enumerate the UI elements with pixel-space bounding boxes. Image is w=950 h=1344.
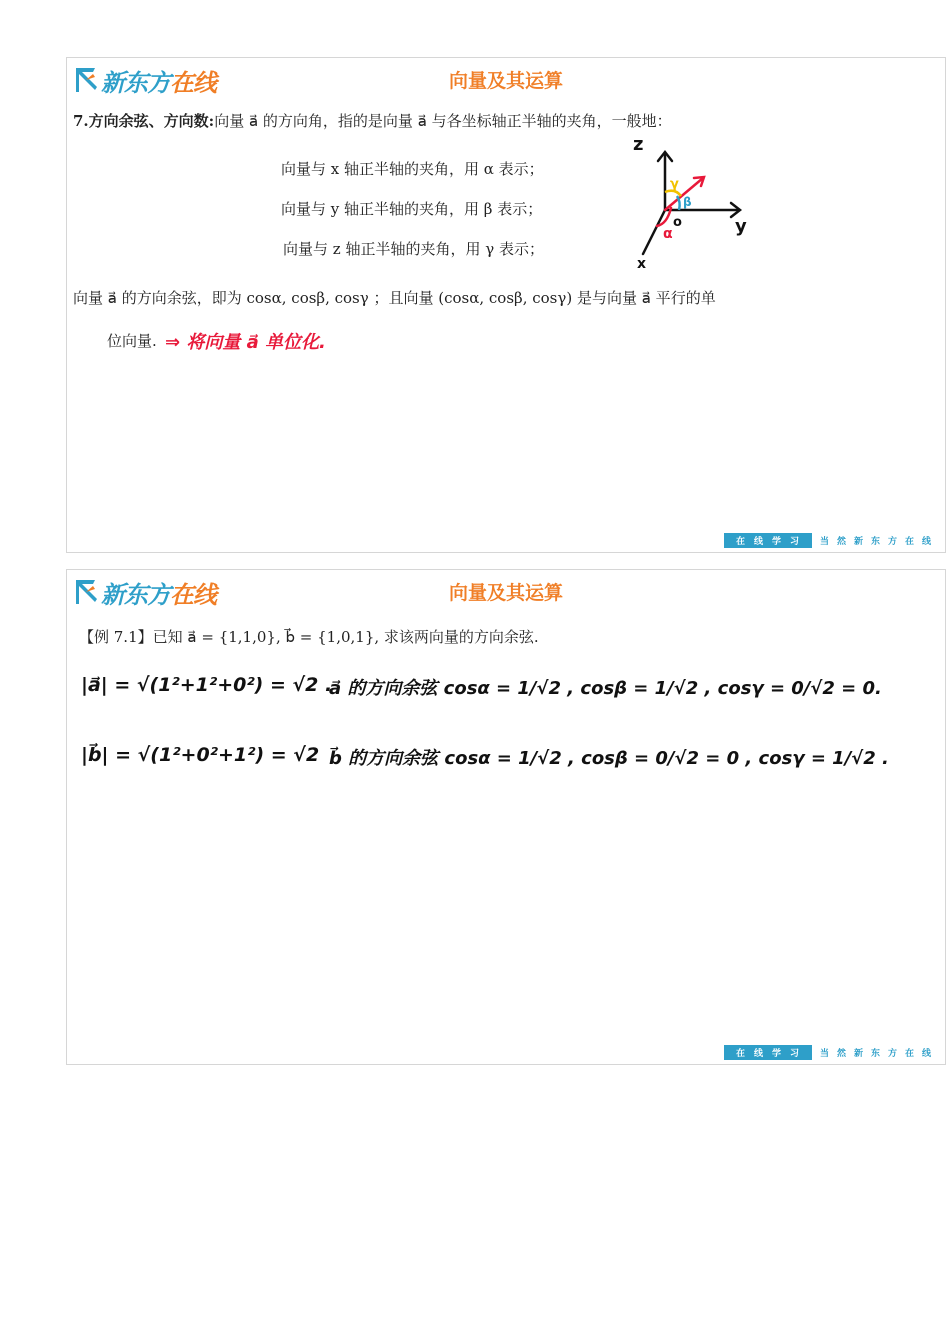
unit-vector-text: 位向量. bbox=[107, 332, 157, 350]
definition-text bbox=[73, 110, 672, 131]
brand-name: 新东方 bbox=[101, 580, 170, 609]
footer-bar: 在线学习 bbox=[724, 1045, 812, 1060]
footer bbox=[724, 1045, 939, 1060]
footer-slogan: 当然新东方在线 bbox=[819, 537, 939, 547]
handwritten-note: ⇒ 将向量 a⃗ 单位化. bbox=[165, 332, 326, 353]
b-direction-cosines: b⃗ 的方向余弦 cosα = 1/√2 , cosβ = 0/√2 = 0 , cosγ = 1/√2 . bbox=[329, 748, 889, 769]
x-axis-label: x bbox=[637, 256, 647, 271]
footer-slogan: 当然新东方在线 bbox=[819, 1049, 939, 1059]
slide-1 bbox=[66, 57, 946, 553]
direction-angle-diagram bbox=[627, 136, 757, 271]
z-axis-label: z bbox=[633, 136, 644, 155]
y-axis-label: y bbox=[735, 216, 747, 237]
a-magnitude: |a⃗| = √(1²+1²+0²) = √2 . bbox=[81, 674, 333, 696]
a-direction-cosines: a⃗ 的方向余弦 cosα = 1/√2 , cosβ = 1/√2 , cosγ = 0/√2 = 0. bbox=[329, 678, 882, 699]
beta-label: β bbox=[683, 195, 692, 209]
angle-line-y: 向量与 y 轴正半轴的夹角，用 β 表示； bbox=[281, 200, 543, 218]
alpha-label: α bbox=[663, 226, 673, 242]
definition-heading: 7.方向余弦、方向数: bbox=[73, 112, 215, 130]
footer bbox=[724, 533, 939, 548]
example-statement: 【例 7.1】已知 a⃗ = {1,1,0}, b⃗ = {1,0,1}, 求该两向量的方向余弦. bbox=[79, 628, 539, 646]
angle-line-z: 向量与 z 轴正半轴的夹角，用 γ 表示； bbox=[283, 240, 544, 258]
slide-title: 向量及其运算 bbox=[448, 582, 563, 604]
direction-cosine-text: 向量 a⃗ 的方向余弦，即为 cosα, cosβ, cosγ ；且向量 (cosα, cosβ, cosγ) 是与向量 a⃗ 平行的单 bbox=[73, 289, 716, 307]
slide-title: 向量及其运算 bbox=[448, 70, 563, 92]
brand-name: 新东方 bbox=[101, 68, 170, 97]
brand-name-online: 在线 bbox=[170, 68, 216, 97]
brand-name-online: 在线 bbox=[170, 580, 216, 609]
slide-2 bbox=[66, 569, 946, 1065]
angle-line-x: 向量与 x 轴正半轴的夹角，用 α 表示； bbox=[281, 160, 544, 178]
definition-intro: 向量 a⃗ 的方向角，指的是向量 a⃗ 与各坐标轴正半轴的夹角，一般地： bbox=[214, 112, 672, 130]
footer-bar: 在线学习 bbox=[724, 533, 812, 548]
b-magnitude: |b⃗| = √(1²+0²+1²) = √2 bbox=[81, 744, 320, 766]
origin-label: o bbox=[673, 215, 682, 230]
gamma-label: γ bbox=[670, 177, 679, 192]
